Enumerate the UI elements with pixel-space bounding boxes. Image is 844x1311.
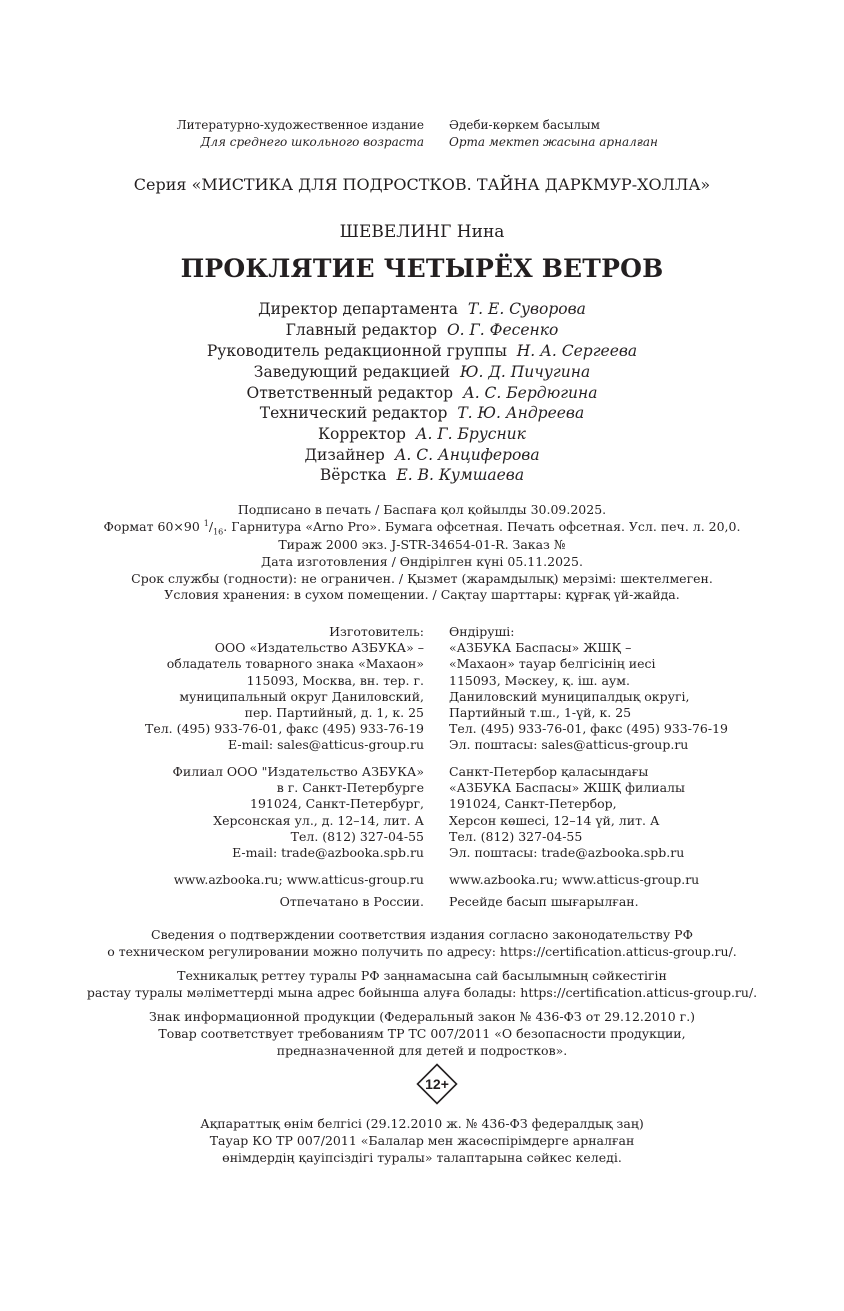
printed-in-russia-kz: Ресейде басып шығарылған.: [449, 894, 639, 909]
signed-to-print: Подписано в печать / Баспаға қол қойылды 30.09.2025.: [237, 502, 607, 517]
staff-credit: [0, 466, 844, 484]
staff-role: Руководитель редакционной группы: [206, 342, 507, 360]
manufacturer-label: Өндіруші:: [449, 624, 515, 639]
age-group: Для среднего школьного возраста: [200, 135, 424, 149]
address-line: 191024, Санкт-Петербор,: [449, 796, 617, 812]
email-line: Эл. поштасы: trade@azbooka.spb.ru: [449, 845, 685, 861]
staff-name: Т. Ю. Андреева: [457, 404, 585, 422]
info-mark-ru: [0, 1008, 844, 1059]
address-line: «АЗБУКА Баспасы» ЖШҚ филиалы: [449, 780, 685, 796]
format-numerator: 1: [203, 519, 209, 528]
email-line: E-mail: sales@atticus-group.ru: [228, 737, 424, 753]
websites-ru: www.azbooka.ru; www.atticus-group.ru: [173, 872, 424, 887]
staff-credit: [0, 446, 844, 464]
notice-line: Сведения о подтверждении соответствия издания согласно законодательству РФ: [151, 927, 693, 942]
address-line: Даниловский муниципалдық округі,: [449, 688, 690, 704]
staff-name: Ю. Д. Пичугина: [459, 363, 591, 381]
staff-name: А. С. Анциферова: [394, 446, 540, 464]
email-line: E-mail: trade@azbooka.spb.ru: [232, 845, 424, 861]
format-denominator: 16: [213, 527, 224, 537]
staff-credit: [0, 384, 844, 402]
printed-in-russia: Отпечатано в России.: [279, 894, 424, 909]
manufacturer-ru: [145, 624, 424, 754]
phone-line: Тел. (495) 933-76-01, факс (495) 933-76-19: [449, 721, 728, 737]
notice-line: предназначенной для детей и подростков».: [276, 1043, 568, 1058]
email-line: Эл. поштасы: sales@atticus-group.ru: [449, 737, 689, 753]
info-mark-kz: [0, 1115, 844, 1166]
branch-label: Санкт-Петербор қаласындағы: [449, 764, 649, 779]
manufacturer-label: Изготовитель:: [329, 624, 424, 639]
notice-line: Ақпараттық өнім белгісі (29.12.2010 ж. № 436-ФЗ федералдық заң): [200, 1116, 644, 1131]
address-line: 115093, Москва, вн. тер. г.: [246, 672, 424, 688]
address-line: ООО «Издательство АЗБУКА» –: [214, 640, 424, 656]
address-line: Херсонская ул., д. 12–14, лит. А: [213, 812, 424, 828]
address-line: пер. Партийный, д. 1, к. 25: [244, 705, 424, 721]
address-line: муниципальный округ Даниловский,: [179, 688, 424, 704]
staff-role: Технический редактор: [259, 404, 448, 422]
staff-role: Заведующий редакцией: [253, 363, 451, 381]
phone-line: Тел. (495) 933-76-01, факс (495) 933-76-19: [145, 721, 424, 737]
notice-line: өнімдердің қауіпсіздігі туралы» талаптарына сәйкес келеді.: [222, 1150, 622, 1165]
staff-name: О. Г. Фесенко: [446, 321, 559, 339]
notice-line: Знак информационной продукции (Федеральный закон № 436-ФЗ от 29.12.2010 г.): [148, 1009, 696, 1024]
staff-role: Дизайнер: [304, 446, 385, 464]
notice-line: Товар соответствует требованиям ТР ТС 007/2011 «О безопасности продукции,: [158, 1026, 686, 1041]
header-right: [449, 117, 658, 151]
branch-label: Филиал ООО "Издательство АЗБУКА»: [172, 764, 424, 779]
book-title: ПРОКЛЯТИЕ ЧЕТЫРЁХ ВЕТРОВ: [180, 254, 664, 283]
staff-credit: [0, 321, 844, 339]
notice-line: о техническом регулировании можно получить по адресу: https://certification.atticus-group.ru/.: [107, 944, 737, 959]
notice-line: Техникалық реттеу туралы РФ заңнамасына сай басылымның сәйкестігін: [177, 968, 667, 983]
staff-credit: [0, 342, 844, 360]
edition-type-kz: Әдеби-көркем басылым: [449, 118, 600, 132]
book-author: ШЕВЕЛИНГ Нина: [339, 222, 505, 242]
series-title: Серия «МИСТИКА ДЛЯ ПОДРОСТКОВ. ТАЙНА ДАРКМУР-ХОЛЛА»: [133, 175, 711, 194]
address-line: 191024, Санкт-Петербург,: [250, 796, 424, 812]
address-line: «Махаон» тауар белгісінің иесі: [449, 656, 656, 672]
staff-role: Вёрстка: [319, 466, 387, 484]
address-line: обладатель товарного знака «Махаон»: [166, 656, 424, 672]
notice-line: Тауар КО ТР 007/2011 «Балалар мен жасөспірімдерге арналған: [209, 1133, 635, 1148]
staff-name: А. Г. Брусник: [415, 425, 526, 443]
staff-credit: [0, 300, 844, 318]
staff-credit: [0, 404, 844, 422]
format-line: Формат 60×90 $^1/_{16}$. Гарнитура «Arno Pro». Бумага офсетная. Печать офсетная. Усл. печ. л. 20,0.: [103, 519, 741, 537]
edition-type: Литературно-художественное издание: [176, 118, 424, 132]
format-label: Формат 60×90: [103, 519, 200, 535]
phone-line: Тел. (812) 327-04-55: [290, 828, 424, 844]
print-run: Тираж 2000 экз. J-STR-34654-01-R. Заказ №: [278, 537, 566, 552]
staff-credit: [0, 425, 844, 443]
age-rating: 12+: [425, 1076, 449, 1092]
staff-role: Ответственный редактор: [246, 384, 454, 402]
branch-kz: [449, 764, 685, 861]
format-details: . Гарнитура «Arno Pro». Бумага офсетная. Печать офсетная. Усл. печ. л. 20,0.: [223, 519, 741, 535]
branch-ru: [173, 764, 424, 861]
staff-role: Директор департамента: [258, 300, 458, 318]
certification-notice-kz: [0, 967, 844, 1001]
address-line: 115093, Мәскеу, қ. іш. аум.: [449, 672, 630, 688]
address-line: «АЗБУКА Баспасы» ЖШҚ –: [449, 640, 632, 656]
websites-kz: www.azbooka.ru; www.atticus-group.ru: [449, 872, 700, 887]
storage-conditions: Условия хранения: в сухом помещении. / Сақтау шарттары: құрғақ үй-жайда.: [164, 587, 680, 602]
address-line: Партийный т.ш., 1-үй, к. 25: [449, 705, 632, 721]
address-line: в г. Санкт-Петербурге: [276, 780, 424, 796]
staff-credit: [0, 363, 844, 381]
staff-name: Н. А. Сергеева: [516, 342, 638, 360]
age-group-kz: Орта мектеп жасына арналған: [449, 135, 658, 149]
staff-role: Корректор: [318, 425, 406, 443]
staff-name: Е. В. Кумшаева: [396, 466, 525, 484]
staff-name: А. С. Бердюгина: [462, 384, 598, 402]
staff-name: Т. Е. Суворова: [467, 300, 586, 318]
staff-role: Главный редактор: [285, 321, 438, 339]
manufacture-date: Дата изготовления / Өндірілген күні 05.11.2025.: [261, 554, 583, 569]
shelf-life: Срок службы (годности): не ограничен. / Қызмет (жарамдылық) мерзімі: шектелмеген.: [131, 571, 713, 586]
address-line: Херсон көшесі, 12–14 үй, лит. А: [449, 812, 660, 828]
manufacturer-kz: [449, 624, 728, 754]
certification-notice-ru: [0, 926, 844, 960]
header-left: [177, 117, 424, 151]
notice-line: растау туралы мәліметтерді мына адрес бойынша алуға болады: https://certification.atticus-group.ru/.: [86, 985, 758, 1000]
phone-line: Тел. (812) 327-04-55: [449, 828, 583, 844]
